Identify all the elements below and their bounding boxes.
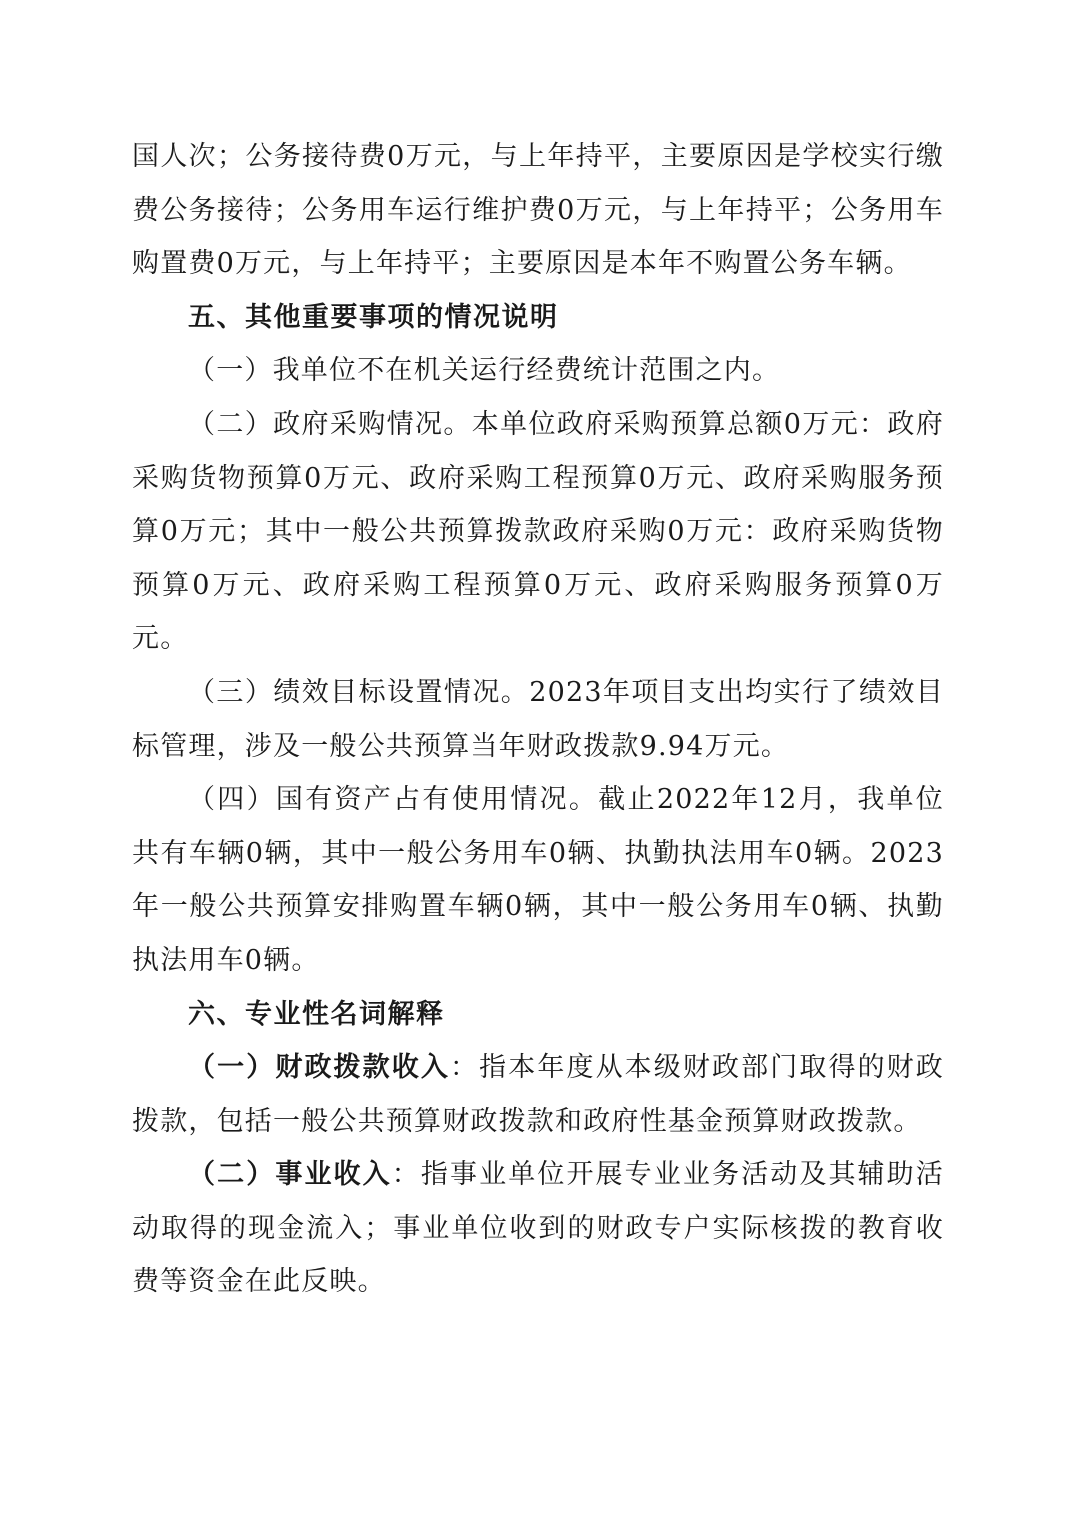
paragraph-government-procurement: （二）政府采购情况。本单位政府采购预算总额0万元：政府采购货物预算0万元、政府采购工程预算0万元、政府采购服务预算0万元；其中一般公共预算拨款政府采购0万元：政府采购货物预算0万元、政府采购工程预算0万元、政府采购服务预算0万元。	[132, 408, 944, 655]
section-heading-terminology: 六、专业性名词解释	[188, 998, 445, 1030]
paragraph-operating-expense-scope: （一）我单位不在机关运行经费统计范围之内。	[188, 355, 781, 387]
term-fiscal-appropriation: （一）财政拨款收入	[188, 1052, 451, 1084]
term-fiscal-appropriation-definition: ：指本年度从本级财政部门取得的财政拨款，包括一般公共预算财政拨款和政府性基金预算财政拨款。	[132, 1052, 944, 1137]
paragraph-state-assets: （四）国有资产占有使用情况。截止2022年12月，我单位共有车辆0辆，其中一般公务用车0辆、执勤执法用车0辆。2023年一般公共预算安排购置车辆0辆，其中一般公务用车0辆、执勤执法用车0辆。	[132, 784, 944, 976]
paragraph-term-fiscal-appropriation	[132, 1041, 944, 1148]
section-heading-other-important-matters: 五、其他重要事项的情况说明	[188, 301, 559, 333]
term-business-income: （二）事业收入	[188, 1159, 392, 1191]
paragraph-term-business-income	[132, 1148, 944, 1309]
paragraph-public-expense-continuation: 国人次；公务接待费0万元，与上年持平，主要原因是学校实行缴费公务接待；公务用车运行维护费0万元，与上年持平；公务用车购置费0万元，与上年持平；主要原因是本年不购置公务车辆。	[132, 141, 944, 280]
term-business-income-definition: ：指事业单位开展专业业务活动及其辅助活动取得的现金流入；事业单位收到的财政专户实际核拨的教育收费等资金在此反映。	[132, 1159, 944, 1298]
document-page	[132, 130, 944, 1309]
paragraph-performance-targets: （三）绩效目标设置情况。2023年项目支出均实行了绩效目标管理，涉及一般公共预算当年财政拨款9.94万元。	[132, 676, 944, 762]
